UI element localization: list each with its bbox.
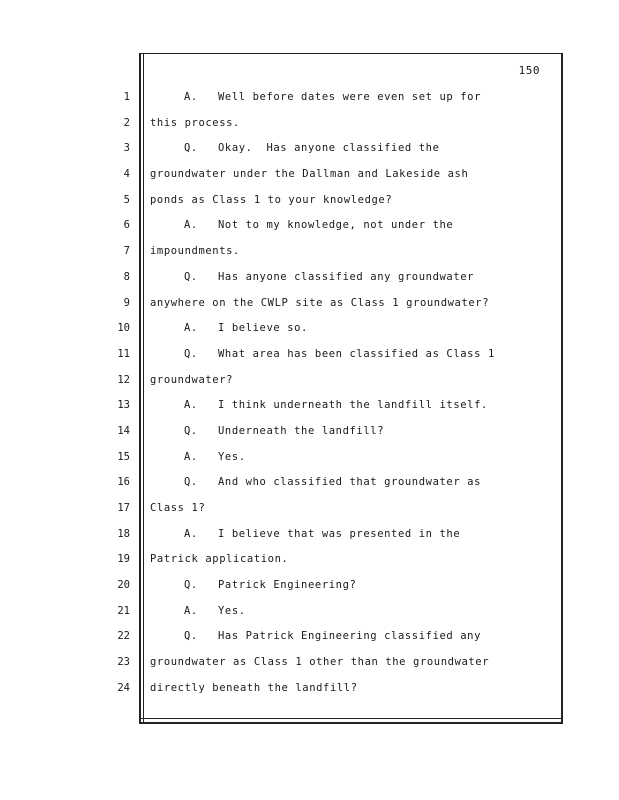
- line-number: 20: [117, 579, 130, 592]
- line-number: 16: [117, 476, 130, 489]
- transcript-line: [150, 397, 550, 423]
- line-number: 17: [117, 502, 130, 514]
- transcript-line: [150, 628, 550, 654]
- line-number: 23: [117, 656, 130, 669]
- transcript-line: [150, 140, 550, 166]
- transcript-line: [150, 346, 550, 372]
- transcript-line: [150, 192, 550, 218]
- transcript-line: [150, 654, 550, 680]
- line-number: 24: [117, 681, 130, 694]
- line-text: What area has been classified as Class 1: [218, 347, 495, 360]
- page-number: 150: [518, 64, 540, 77]
- line-number-column: [100, 89, 130, 706]
- margin-rule: [143, 53, 144, 722]
- transcript-line: [150, 551, 550, 577]
- line-text: Patrick Engineering?: [218, 579, 357, 592]
- speaker-label: A.: [184, 450, 198, 463]
- line-number: 13: [117, 399, 130, 412]
- line-text: Patrick application.: [150, 553, 289, 566]
- line-number: 21: [117, 604, 130, 617]
- transcript-line: [150, 217, 550, 243]
- line-text: I believe that was presented in the: [218, 527, 461, 540]
- bottom-rule: [139, 718, 561, 719]
- line-number: 7: [123, 245, 130, 258]
- line-text: this process.: [150, 116, 240, 129]
- transcript-line: [150, 423, 550, 449]
- transcript-line: [150, 295, 550, 321]
- speaker-label: A.: [184, 604, 198, 617]
- transcript-line: [150, 243, 550, 269]
- line-number: 2: [123, 116, 130, 129]
- line-number: 19: [117, 553, 130, 566]
- line-text: Yes.: [218, 604, 246, 617]
- speaker-label: Q.: [184, 476, 198, 489]
- line-text: Not to my knowledge, not under the: [218, 219, 454, 232]
- line-text: groundwater as Class 1 other than the groundwater: [150, 656, 490, 669]
- line-text: I believe so.: [218, 322, 308, 335]
- line-text: Class 1?: [150, 502, 206, 514]
- line-text: Has anyone classified any groundwater: [218, 270, 475, 283]
- line-text: anywhere on the CWLP site as Class 1 groundwater?: [150, 296, 490, 309]
- line-text: groundwater under the Dallman and Lakeside ash: [150, 168, 469, 181]
- transcript-line: [150, 500, 550, 526]
- speaker-label: A.: [184, 219, 198, 232]
- speaker-label: Q.: [184, 347, 198, 360]
- speaker-label: A.: [184, 91, 198, 103]
- line-number: 14: [117, 424, 130, 437]
- transcript-line: [150, 166, 550, 192]
- line-number: 5: [123, 193, 130, 206]
- line-number: 10: [117, 322, 130, 335]
- line-text: Well before dates were even set up for: [218, 91, 482, 103]
- line-text: Yes.: [218, 450, 246, 463]
- transcript-line: [150, 320, 550, 346]
- transcript-line: [150, 577, 550, 603]
- transcript-line: [150, 372, 550, 398]
- line-number: 6: [123, 219, 130, 232]
- line-text: And who classified that groundwater as: [218, 476, 482, 489]
- line-text: Has Patrick Engineering classified any: [218, 630, 482, 643]
- line-text: Okay. Has anyone classified the: [218, 142, 440, 155]
- line-number: 3: [123, 142, 130, 155]
- transcript-line: [150, 269, 550, 295]
- transcript-line: [150, 526, 550, 552]
- line-number: 9: [123, 296, 130, 309]
- speaker-label: Q.: [184, 579, 198, 592]
- line-text: groundwater?: [150, 373, 234, 386]
- speaker-label: Q.: [184, 142, 198, 155]
- speaker-label: A.: [184, 399, 198, 412]
- line-number: 8: [123, 270, 130, 283]
- line-text: ponds as Class 1 to your knowledge?: [150, 193, 393, 206]
- speaker-label: Q.: [184, 270, 198, 283]
- line-text: impoundments.: [150, 245, 240, 258]
- line-text: Underneath the landfill?: [218, 424, 385, 437]
- transcript-line: [150, 115, 550, 141]
- transcript-line: [150, 474, 550, 500]
- speaker-label: A.: [184, 322, 198, 335]
- line-number: 4: [123, 168, 130, 181]
- transcript-body: [150, 89, 550, 706]
- line-text: directly beneath the landfill?: [150, 681, 358, 694]
- line-text: I think underneath the landfill itself.: [218, 399, 488, 412]
- speaker-label: Q.: [184, 630, 198, 643]
- speaker-label: A.: [184, 527, 198, 540]
- line-number: 12: [117, 373, 130, 386]
- line-number: 18: [117, 527, 130, 540]
- line-number: 11: [117, 347, 130, 360]
- line-number: 1: [123, 91, 130, 103]
- transcript-line: [150, 89, 550, 115]
- speaker-label: Q.: [184, 424, 198, 437]
- transcript-line: [150, 603, 550, 629]
- transcript-line: [150, 449, 550, 475]
- transcript-line: [150, 680, 550, 706]
- line-number: 22: [117, 630, 130, 643]
- line-number: 15: [117, 450, 130, 463]
